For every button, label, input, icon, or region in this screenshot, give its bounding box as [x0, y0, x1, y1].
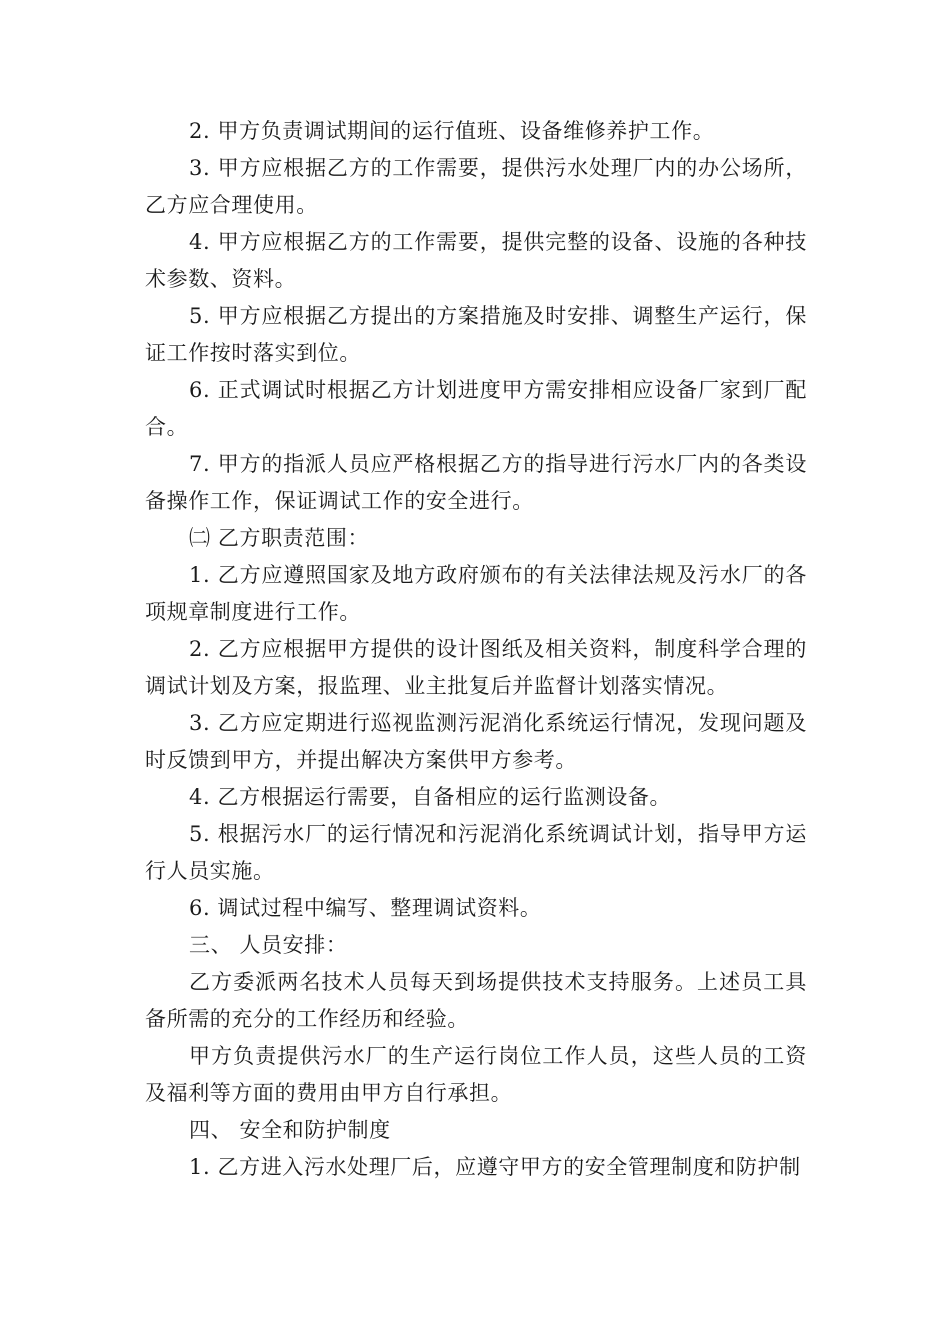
paragraph-party-b-item-2: 2. 乙方应根据甲方提供的设计图纸及相关资料，制度科学合理的调试计划及方案，报监理、业主批复后并监督计划落实情况。 — [145, 637, 807, 698]
paragraph-party-b-item-1: 1. 乙方应遵照国家及地方政府颁布的有关法律法规及污水厂的各项规章制度进行工作。 — [145, 563, 807, 624]
paragraph-party-b-item-3: 3. 乙方应定期进行巡视监测污泥消化系统运行情况，发现问题及时反馈到甲方，并提出解决方案供甲方参考。 — [145, 711, 807, 772]
paragraph-party-a-item-7: 7. 甲方的指派人员应严格根据乙方的指导进行污水厂内的各类设备操作工作，保证调试工作的安全进行。 — [145, 452, 807, 513]
paragraph-staffing-party-b: 乙方委派两名技术人员每天到场提供技术支持服务。上述员工具备所需的充分的工作经历和经验。 — [145, 970, 807, 1031]
paragraph-safety-item-1: 1. 乙方进入污水处理厂后，应遵守甲方的安全管理制度和防护制 — [189, 1155, 801, 1179]
paragraph-party-a-item-6: 6. 正式调试时根据乙方计划进度甲方需安排相应设备厂家到厂配合。 — [145, 378, 807, 439]
paragraph-party-b-item-4: 4. 乙方根据运行需要，自备相应的运行监测设备。 — [189, 785, 672, 809]
section-heading-party-b-duties: ㈡ 乙方职责范围： — [189, 526, 370, 550]
document-page — [145, 113, 807, 1186]
paragraph-party-a-item-3: 3. 甲方应根据乙方的工作需要，提供污水处理厂内的办公场所，乙方应合理使用。 — [145, 156, 807, 217]
paragraph-party-b-item-5: 5. 根据污水厂的运行情况和污泥消化系统调试计划，指导甲方运行人员实施。 — [145, 822, 807, 883]
paragraph-staffing-party-a: 甲方负责提供污水厂的生产运行岗位工作人员，这些人员的工资及福利等方面的费用由甲方自行承担。 — [145, 1044, 807, 1105]
paragraph-party-a-item-2: 2. 甲方负责调试期间的运行值班、设备维修养护工作。 — [189, 119, 715, 143]
paragraph-party-b-item-6: 6. 调试过程中编写、整理调试资料。 — [189, 896, 542, 920]
paragraph-party-a-item-4: 4. 甲方应根据乙方的工作需要，提供完整的设备、设施的各种技术参数、资料。 — [145, 230, 807, 291]
section-heading-safety: 四、 安全和防护制度 — [189, 1118, 391, 1142]
section-heading-staffing: 三、 人员安排： — [189, 933, 348, 957]
paragraph-party-a-item-5: 5. 甲方应根据乙方提出的方案措施及时安排、调整生产运行，保证工作按时落实到位。 — [145, 304, 807, 365]
